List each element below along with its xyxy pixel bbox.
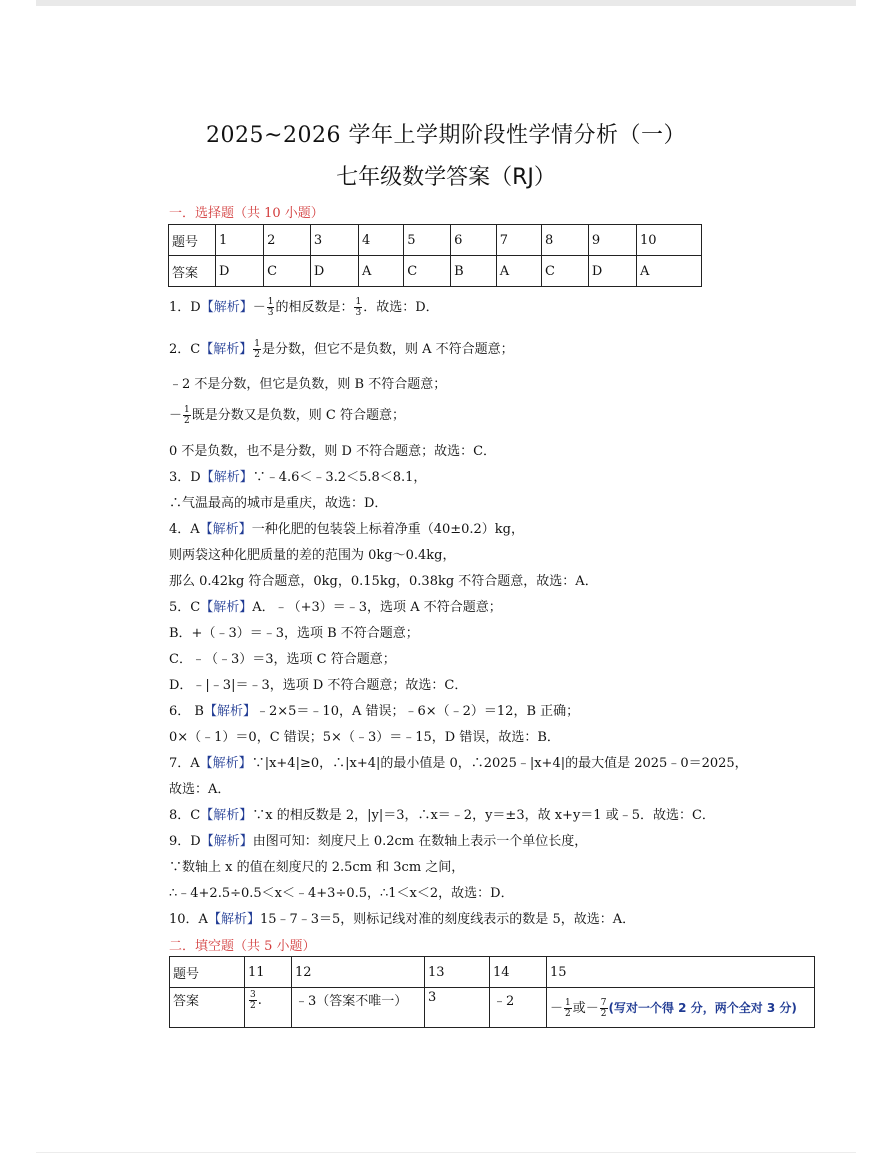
solution-q9-line3: ∴﹣4+2.5÷0.5＜x＜﹣4+3÷0.5，∴1＜x＜2，故选：D．: [169, 886, 514, 901]
table-cell: C: [542, 256, 589, 287]
scoring-note: (写对一个得 2 分，两个全对 3 分): [608, 1000, 797, 1015]
numerator: 1: [355, 297, 362, 307]
table-cell: C: [404, 256, 451, 287]
table-cell: 8: [542, 225, 589, 256]
page-subtitle: 七年级数学答案（RJ）: [336, 165, 556, 190]
analysis-tag: 【解析】: [199, 756, 252, 771]
table-cell: 5: [404, 225, 451, 256]
numerator: 3: [250, 990, 256, 1000]
minus-sign: －: [550, 1000, 564, 1016]
text: A．﹣（+3）＝﹣3，选项 A 不符合题意；: [252, 600, 502, 615]
table-row: [169, 256, 702, 287]
solution-q3-line1: [169, 466, 426, 485]
text: 15﹣7﹣3＝5，则标记线对准的刻度线表示的数是 5，故选：A．: [259, 912, 636, 927]
solution-q5-line3: C．﹣（﹣3）＝3，选项 C 符合题意；: [169, 652, 396, 667]
section1-heading: 一．选择题（共 10 小题）: [169, 206, 324, 221]
text: ﹣2×5＝﹣10，A 错误；﹣6×（﹣2）＝12，B 正确；: [255, 704, 580, 719]
table-cell: D: [310, 256, 358, 287]
analysis-tag: 【解析】: [200, 470, 253, 485]
solution-q4-line1: [169, 518, 524, 537]
solution-q9-line2: ∵数轴上 x 的值在刻度尺的 2.5cm 和 3cm 之间，: [169, 860, 465, 875]
text: 或－: [572, 1000, 599, 1016]
solution-q7-line1: [169, 752, 748, 771]
fraction: [249, 990, 257, 1011]
fraction: [183, 405, 191, 426]
numerator: 1: [254, 339, 260, 349]
text: ∵﹣4.6＜﹣3.2＜5.8＜8.1，: [252, 470, 427, 485]
table-cell: 2: [264, 225, 311, 256]
top-edge: [36, 0, 856, 6]
table-cell: 10: [636, 225, 701, 256]
text: ∵|x+4|≥0，∴|x+4|的最小值是 0，∴2025﹣|x+4|的最大值是 2025﹣0＝2025，: [251, 756, 748, 771]
choice-answer-table: [168, 224, 702, 287]
analysis-tag: 【解析】: [200, 342, 253, 357]
question-number: 1．D: [169, 300, 201, 315]
denominator: 2: [250, 1001, 256, 1011]
table-cell: A: [359, 256, 404, 287]
solution-q6-line2: 0×（﹣1）＝0，C 错误；5×（﹣3）＝﹣15，D 错误，故选：B．: [169, 730, 560, 745]
fraction: [564, 998, 572, 1019]
fraction: [354, 297, 362, 318]
table-cell: 9: [588, 225, 636, 256]
numerator: 1: [565, 997, 571, 1008]
solution-q3-line2: ∴气温最高的城市是重庆，故选：D．: [169, 496, 388, 511]
table-cell: 答案: [170, 988, 245, 1028]
table-cell: C: [264, 256, 311, 287]
solution-q9-line1: [169, 830, 587, 849]
text: 一种化肥的包装袋上标着净重（40±0.2）kg，: [251, 522, 524, 537]
solution-q2-line2: ﹣2 不是分数，但它是负数，则 B 不符合题意；: [169, 377, 447, 392]
question-number: 9．D: [169, 834, 201, 849]
denominator: 3: [267, 308, 274, 318]
text: 是分数，但它不是负数，则 A 不符合题意；: [261, 342, 514, 357]
solution-q6-line1: [169, 700, 579, 719]
question-number: 6． B: [169, 704, 204, 719]
minus-sign: －: [169, 408, 183, 423]
denominator: 2: [600, 1008, 607, 1019]
table-cell: 答案: [169, 256, 216, 287]
denominator: 2: [254, 350, 260, 360]
text: ．故选：D．: [363, 300, 439, 315]
analysis-tag: 【解析】: [207, 912, 260, 927]
table-cell: 题号: [170, 957, 245, 988]
text: .: [257, 993, 262, 1008]
table-cell: 13: [425, 957, 490, 988]
table-cell: ﹣2: [490, 988, 547, 1028]
table-cell: 7: [496, 225, 541, 256]
table-cell: 题号: [169, 225, 216, 256]
question-number: 8．C: [169, 808, 201, 823]
table-row: [170, 988, 815, 1028]
section2-heading: 二．填空题（共 5 小题）: [169, 939, 316, 954]
question-number: 2．C: [169, 342, 201, 357]
analysis-tag: 【解析】: [200, 808, 253, 823]
minus-sign: －: [252, 300, 266, 315]
table-cell: 12: [292, 957, 425, 988]
page-title: 2025~2026 学年上学期阶段性学情分析（一）: [206, 123, 686, 148]
question-number: 7．A: [169, 756, 200, 771]
fraction: [600, 998, 608, 1019]
fill-answer-table: [169, 956, 815, 1028]
analysis-tag: 【解析】: [199, 522, 252, 537]
table-row: [169, 225, 702, 256]
numerator: 1: [184, 405, 190, 415]
table-cell: 11: [245, 957, 292, 988]
question-number: 5．C: [169, 600, 201, 615]
fraction: [267, 297, 275, 318]
question-number: 4．A: [169, 522, 200, 537]
table-cell: 4: [359, 225, 404, 256]
table-cell: 6: [451, 225, 497, 256]
text: 既是分数又是负数，则 C 符合题意；: [191, 408, 405, 423]
table-cell: 1: [216, 225, 264, 256]
solution-q7-line2: 故选：A．: [169, 782, 231, 797]
table-cell: A: [636, 256, 701, 287]
table-cell: [245, 988, 292, 1028]
solution-q5-line2: B．+（﹣3）＝﹣3，选项 B 不符合题意；: [169, 626, 419, 641]
solution-q5-line4: D．﹣|﹣3|＝﹣3，选项 D 不符合题意；故选：C．: [169, 678, 468, 693]
solution-q2-line4: 0 不是负数，也不是分数，则 D 不符合题意；故选：C．: [169, 444, 497, 459]
solution-q1: [169, 296, 439, 318]
denominator: 2: [565, 1008, 571, 1019]
table-cell: D: [588, 256, 636, 287]
solution-q10: [169, 908, 635, 927]
solution-q4-line2: 则两袋这种化肥质量的差的范围为 0kg～0.4kg，: [169, 548, 456, 563]
table-cell: 15: [547, 957, 815, 988]
numerator: 1: [267, 297, 274, 307]
fraction: [253, 339, 261, 360]
table-cell: B: [451, 256, 497, 287]
denominator: 3: [355, 308, 362, 318]
table-cell: 14: [490, 957, 547, 988]
table-cell: ﹣3（答案不唯一）: [292, 988, 425, 1028]
table-cell: D: [216, 256, 264, 287]
question-number: 3．D: [169, 470, 201, 485]
text: 由图可知：刻度尺上 0.2cm 在数轴上表示一个单位长度，: [252, 834, 588, 849]
analysis-tag: 【解析】: [200, 300, 253, 315]
table-cell: 3: [310, 225, 358, 256]
solution-q8: [169, 804, 715, 823]
bottom-edge: [36, 1152, 856, 1153]
solution-q2-line3: [169, 404, 405, 426]
denominator: 2: [184, 416, 190, 426]
solution-q4-line3: 那么 0.42kg 符合题意，0kg，0.15kg，0.38kg 不符合题意，故选：A．: [169, 574, 598, 589]
solution-q2-line1: [169, 338, 514, 360]
table-cell: [547, 988, 815, 1028]
table-cell: 3: [425, 988, 490, 1028]
table-row: [170, 957, 815, 988]
question-number: 10．A: [169, 912, 208, 927]
analysis-tag: 【解析】: [200, 834, 253, 849]
text: 的相反数是：: [275, 300, 354, 315]
solution-q5-line1: [169, 596, 502, 615]
numerator: 7: [600, 997, 607, 1008]
analysis-tag: 【解析】: [203, 704, 256, 719]
text: ∵x 的相反数是 2，|y|＝3，∴x＝﹣2，y＝±3，故 x+y＝1 或﹣5．故选：C．: [252, 808, 715, 823]
table-cell: A: [496, 256, 541, 287]
analysis-tag: 【解析】: [200, 600, 253, 615]
